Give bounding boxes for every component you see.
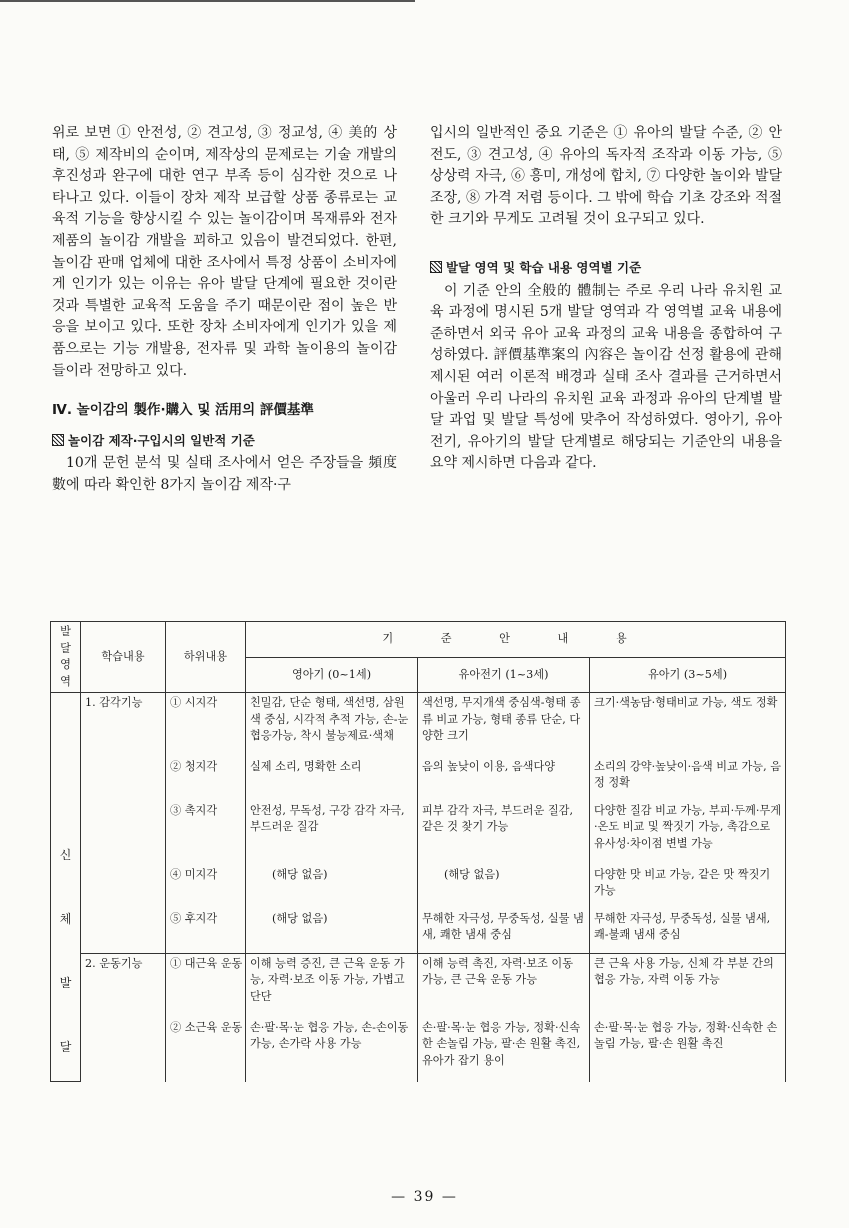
header-sub: 하위내용: [166, 622, 246, 693]
header-learning: 학습내용: [81, 622, 166, 693]
child-cell: 다양한 질감 비교 가능, 부피·두께·무게·온도 비교 및 짝짓기 가능, 촉감으로 유사성·차이점 변별 가능: [590, 801, 786, 865]
area-cell: 1. 감각기능: [81, 693, 166, 757]
sub-cell: ③ 촉지각: [166, 801, 246, 865]
child-cell: 다양한 맛 비교 가능, 같은 맛 짝짓기 가능: [590, 865, 786, 909]
domain-cell: 신 체 발 달: [51, 693, 81, 1082]
early-cell: 이해 능력 촉진, 자력·보조 이동 가능, 큰 근육 운동 가능: [418, 953, 590, 1017]
header-infancy: 영아기 (0~1세): [246, 657, 418, 693]
area-cell: [81, 757, 166, 801]
left-paragraph-1: 위로 보면 ① 안전성, ② 견고성, ③ 정교성, ④ 美的 상태, ⑤ 제작비의 순이며, 제작상의 문제로는 기술 개발의 후진성과 완구에 대한 연구 부족 등이 심각한 것으로 나타나고 있다. 이들이 장차 제작 보급할 상품 종류로는 교육적 기능을 향상시킬 수 있는 놀이감이며 목재류와 전자 제품의 놀이감 개발을 꾀하고 있음이 발견되었다. 한편, 놀이감 판매 업체에 대한 조사에서 특정 상품이 소비자에게 인기가 있는 이유는 유아 발달 단계에 필요한 것이란 것과 특별한 교육적 도움을 주기 때문이란 점이 높은 반응을 보이고 있다. 또한 장차 소비자에게 인기가 있을 제품으로는 기능 개발용, 전자류 및 과학 놀이용의 놀이감들이라 전망하고 있다.: [52, 125, 397, 379]
sub-cell: ② 청지각: [166, 757, 246, 801]
early-cell: 손·팔·목·눈 협응 가능, 정확·신속한 손놀림 가능, 팔·손 원활 촉진, 유아가 잡기 용이: [418, 1018, 590, 1082]
area-cell: [81, 909, 166, 954]
table-row: [51, 953, 786, 1017]
table-row: [51, 801, 786, 865]
page-number: — 39 —: [391, 1189, 458, 1205]
area-cell: [81, 865, 166, 909]
child-cell: 크기·색농담·형태비교 가능, 색도 정확: [590, 693, 786, 757]
early-cell: 색선명, 무지개색 중심색-형태 종류 비교 가능, 형태 종류 단순, 다양한 크기: [418, 693, 590, 757]
right-column: [430, 123, 782, 475]
left-paragraph-2: 10개 문헌 분석 및 실태 조사에서 얻은 주장들을 頻度數에 따라 확인한 8가지 놀이감 제작·구: [52, 455, 397, 493]
table-row: [51, 757, 786, 801]
table-body: [51, 693, 786, 1082]
hatched-square-icon: [52, 434, 64, 446]
sub-cell: ② 소근육 운동: [166, 1018, 246, 1082]
infancy-cell: 손·팔·목·눈 협응 가능, 손-손이동 가능, 손가락 사용 가능: [246, 1018, 418, 1082]
early-cell: 피부 감각 자극, 부드러운 질감, 같은 것 찾기 가능: [418, 801, 590, 865]
table-row: [51, 865, 786, 909]
early-cell: 무해한 자극성, 무중독성, 실물 냄새, 쾌한 냄새 중심: [418, 909, 590, 954]
header-domain: 발달영역: [51, 622, 81, 693]
child-cell: 소리의 강약·높낮이·음색 비교 가능, 음정 정확: [590, 757, 786, 801]
right-paragraph-2: 이 기준 안의 全般的 體制는 주로 우리 나라 유치원 교육 과정에 명시된 5개 발달 영역과 각 영역별 교육 내용에 준하면서 외국 유아 교육 과정의 교육 내용을 종합하여 구성하였다. 評價基準案의 內容은 놀이감 선정 활용에 관해 제시된 여러 이론적 배경과 실태 조사 결과를 근거하면서 아울러 우리 나라의 유치원 교육 과정과 유아의 단계별 발달 과업 및 발달 특성에 맞추어 작성하였다. 영아기, 유아전기, 유아기의 발달 단계별로 해당되는 기준안의 내용을 요약 제시하면 다음과 같다.: [430, 282, 782, 472]
infancy-cell: (해당 없음): [246, 865, 418, 909]
child-cell: 큰 근육 사용 가능, 신체 각 부분 간의 협응 가능, 자력 이동 가능: [590, 953, 786, 1017]
child-cell: 손·팔·목·눈 협응 가능, 정확·신속한 손놀림 가능, 팔·손 원활 촉진: [590, 1018, 786, 1082]
infancy-cell: 실제 소리, 명확한 소리: [246, 757, 418, 801]
subsection-heading-domain: 발달 영역 및 학습 내용 영역별 기준: [430, 257, 782, 279]
hatched-square-icon: [430, 261, 442, 273]
area-cell: [81, 1018, 166, 1082]
early-cell: (해당 없음): [418, 865, 590, 909]
area-cell: [81, 801, 166, 865]
table-row: [51, 693, 786, 757]
subsection-heading-general: 놀이감 제작·구입시의 일반적 기준: [52, 430, 397, 452]
infancy-cell: 친밀감, 단순 형태, 색선명, 삼원색 중심, 시각적 추적 가능, 손-눈 협응가능, 착시 불능제료·색채: [246, 693, 418, 757]
sub-cell: ① 대근육 운동: [166, 953, 246, 1017]
sub-cell: ① 시지각: [166, 693, 246, 757]
top-rule: [0, 0, 415, 2]
table-row: [51, 909, 786, 954]
area-cell: 2. 운동기능: [81, 953, 166, 1017]
early-cell: 음의 높낮이 이용, 음색다양: [418, 757, 590, 801]
header-criteria: 기 준 안 내 용: [246, 622, 786, 658]
infancy-cell: 안전성, 무독성, 구강 감각 자극, 부드러운 질감: [246, 801, 418, 865]
sub-cell: ⑤ 후지각: [166, 909, 246, 954]
infancy-cell: 이해 능력 증진, 큰 근육 운동 가능, 자력·보조 이동 가능, 가볍고 단단: [246, 953, 418, 1017]
section-heading: Ⅳ. 놀이감의 製作·購入 및 活用의 評價基準: [52, 402, 314, 419]
header-child: 유아기 (3~5세): [590, 657, 786, 693]
right-paragraph-1: 입시의 일반적인 중요 기준은 ① 유아의 발달 수준, ② 안전도, ③ 견고성, ④ 유아의 독자적 조작과 이동 가능, ⑤ 상상력 자극, ⑥ 흥미, 개성에 합치, ⑦ 다양한 놀이와 발달 조장, ⑧ 가격 저렴 등이다. 그 밖에 학습 기초 강조와 적절한 크기와 무게도 고려될 것이 요구되고 있다.: [430, 125, 782, 228]
child-cell: 무해한 자극성, 무중독성, 실물 냄새, 쾌-불쾌 냄새 중심: [590, 909, 786, 954]
sub-cell: ④ 미지각: [166, 865, 246, 909]
criteria-table: [50, 621, 786, 1082]
infancy-cell: (해당 없음): [246, 909, 418, 954]
table-row: [51, 1018, 786, 1082]
header-early: 유아전기 (1~3세): [418, 657, 590, 693]
left-column: [52, 123, 397, 497]
